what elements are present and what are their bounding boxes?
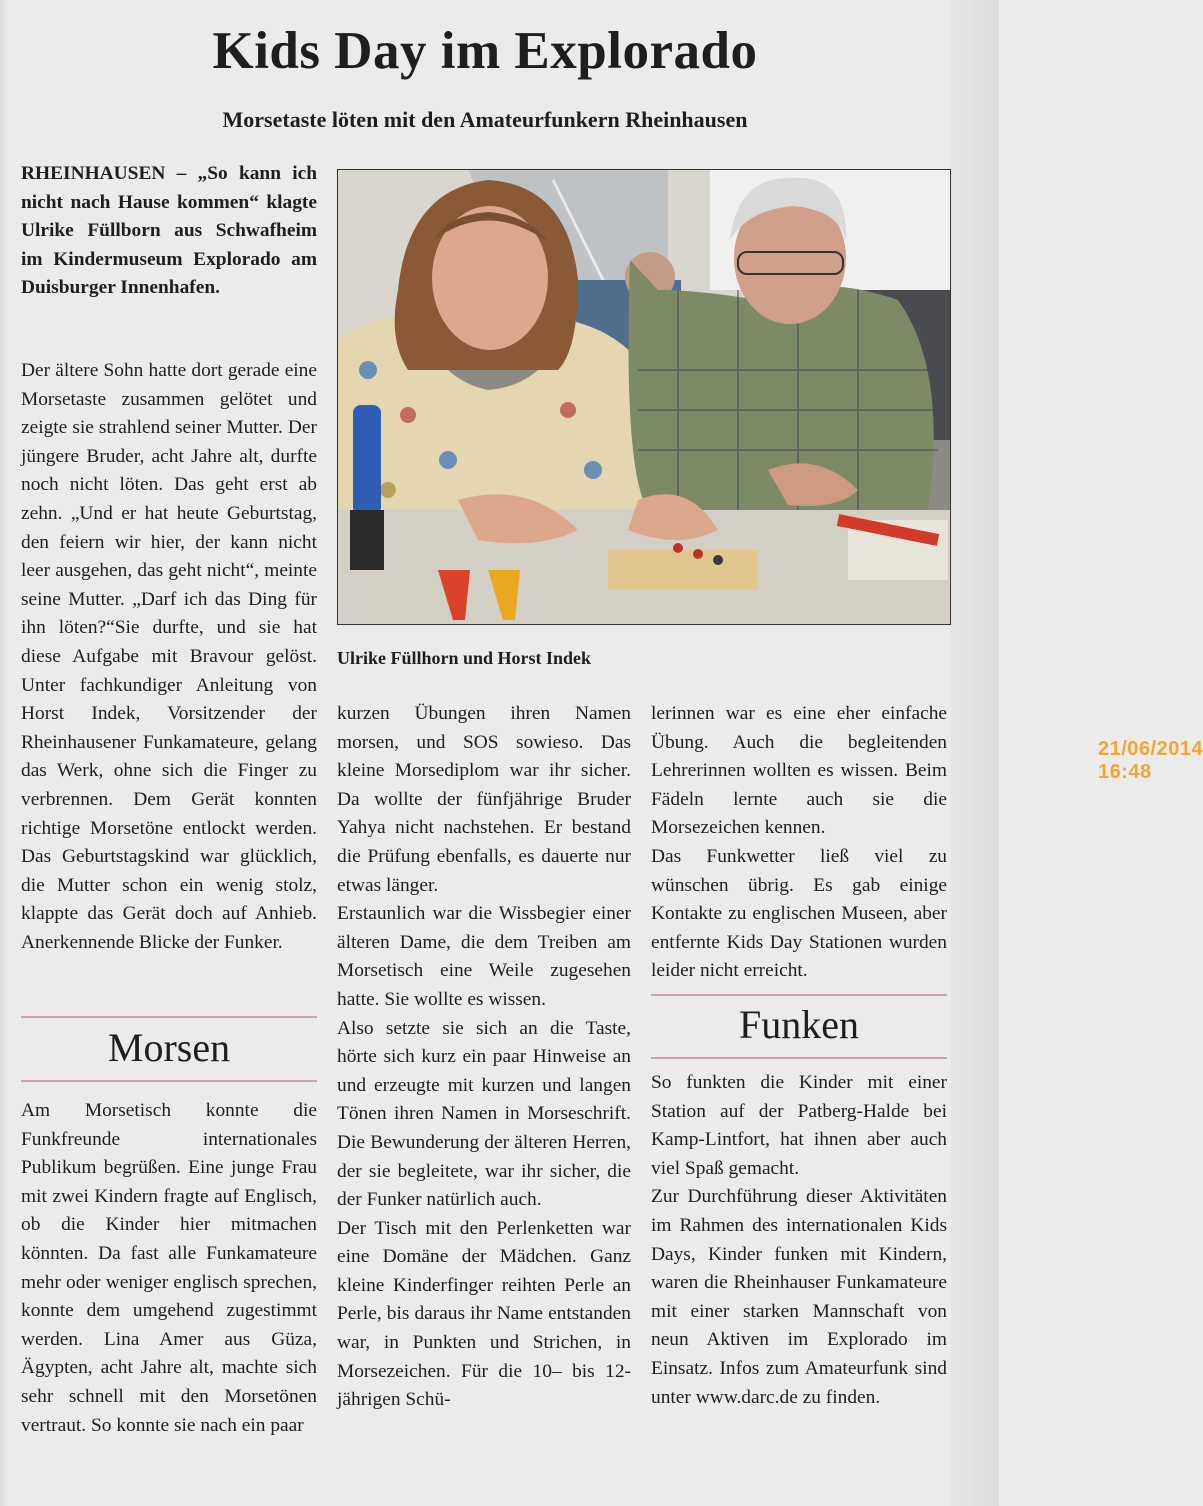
section-rule-bottom [21, 1080, 317, 1082]
body-paragraph: Zur Durchführung dieser Aktivitäten im Rahmen des internationalen Kids Days, Kinder funken mit Kindern, waren die Rheinhauser Funkamateure mit einer starken Mannschaft von neun Aktiven im Explorado im Einsatz. Infos zum Amateurfunk sind unter www.darc.de zu finden. [651, 1186, 947, 1408]
photo-caption: Ulrike Füllhorn und Horst Indek [337, 648, 592, 668]
body-paragraph: Der Tisch mit den Perlenketten war eine Domäne der Mädchen. Ganz kleine Kinderfinger reihten Perle an Perle, bis daraus ihr Name entstanden war, in Punkten und Strichen, in Morsezeichen. Für die 10– bis 12-jährigen Schü- [337, 1217, 631, 1411]
section-rule-bottom [651, 1057, 947, 1059]
column-3-body [651, 700, 947, 986]
adjacent-column-edge-left [0, 0, 8, 1506]
adjacent-column-edge-right [951, 0, 999, 1506]
section-rule-top [651, 994, 947, 996]
body-paragraph: kurzen Übungen ihren Namen morsen, und SOS sowieso. Das kleine Morsediplom war ihr sicher. Da wollte der fünfjährige Bruder Yahya nicht nachstehen. Er bestand die Prüfung ebenfalls, es dauerte nur etwas länger. [337, 703, 631, 896]
article-lead [21, 160, 317, 303]
section-heading-morsen: Morsen [107, 1025, 231, 1070]
lead-paragraph: RHEINHAUSEN – „So kann ich nicht nach Hause kommen“ klagte Ulrike Füllborn aus Schwafheim im Kindermuseum Explorado am Duisburger Innenhafen. [21, 163, 317, 299]
column-3-section-body [651, 1069, 947, 1412]
column-1-section-body [21, 1097, 317, 1440]
article-headline: Kids Day im Explorado [212, 22, 758, 80]
body-paragraph: Erstaunlich war die Wissbegier einer älteren Dame, die dem Treiben am Morsetisch eine Weile zugesehen hatte. Sie wollte es wissen. [337, 903, 631, 1010]
body-paragraph: Das Funkwetter ließ viel zu wünschen übrig. Es gab einige Kontakte zu englischen Museen, aber entfernte Kids Day Stationen wurden leider nicht erreicht. [651, 845, 947, 982]
body-paragraph: Am Morsetisch konnte die Funkfreunde internationales Publikum begrüßen. Eine junge Frau mit zwei Kindern fragte auf Englisch, ob die Kinder hier mitmachen könnten. Da fast alle Funkamateure mehr oder weniger englisch sprechen, konnte dem umgehend zugestimmt werden. Lina Amer aus Güza, Ägypten, acht Jahre alt, machte sich sehr schnell mit den Morsetönen vertraut. So konnte sie nach ein paar [21, 1100, 317, 1436]
body-paragraph: Also setzte sie sich an die Taste, hörte sich kurz ein paar Hinweise an und erzeugte mit kurzen und langen Tönen ihren Namen in Morseschrift. Die Bewunderung der älteren Herren, der sie begleitete, war ihr sicher, die der Funker natürlich auch. [337, 1017, 631, 1211]
column-2-body [337, 700, 631, 1415]
article-subheadline: Morsetaste löten mit den Amateurfunkern Rheinhausen [222, 107, 748, 132]
photo-date-stamp: 21/06/2014 16:48 [1098, 738, 1203, 783]
body-paragraph: Der ältere Sohn hatte dort gerade eine Morsetaste zusammen gelötet und zeigte sie strahlend seiner Mutter. Der jüngere Bruder, acht Jahre alt, durfte noch nicht löten. Das geht erst ab zehn. „Und er hat heute Geburtstag, den feiern wir hier, der kann nicht leer ausgehen, das geht nicht“, meinte seine Mutter. „Darf ich das Ding für ihn löten?“Sie durfte, und sie hat diese Aufgabe mit Bravour gelöst. Unter fachkundiger Anleitung von Horst Indek, Vorsitzender der Rheinhausener Funkamateure, gelang das Werk, ohne sich die Finger zu verbrennen. Dem Gerät konnten richtige Morsetöne entlockt werden. Das Geburtstagskind war glücklich, die Mutter schon ein wenig stolz, klappte das Gerät doch auf Anhieb. Anerkennende Blicke der Funker. [21, 360, 317, 953]
body-paragraph: So funkten die Kinder mit einer Station auf der Patberg-Halde bei Kamp-Lintfort, hat ihnen aber auch viel Spaß gemacht. [651, 1072, 947, 1179]
column-1-body [21, 357, 317, 957]
section-heading-funken: Funken [739, 1002, 859, 1047]
section-rule-top [21, 1016, 317, 1018]
body-paragraph: lerinnen war es eine eher einfache Übung. Auch die begleitenden Lehrerinnen wollten es wissen. Beim Fädeln lernte auch sie die Morsezeichen kennen. [651, 703, 947, 839]
